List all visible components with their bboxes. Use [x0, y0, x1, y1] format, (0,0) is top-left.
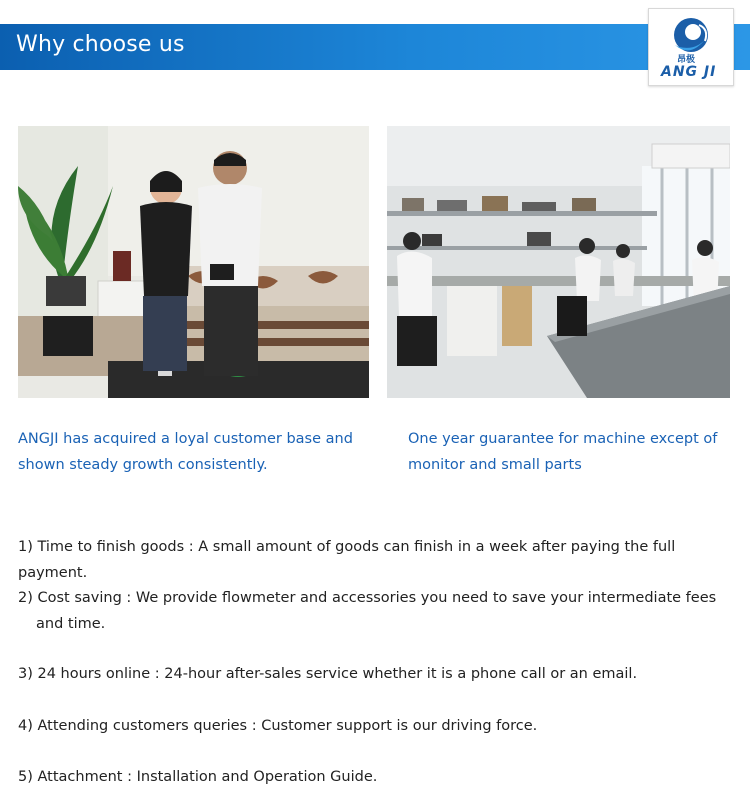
customer-visit-photo — [18, 126, 369, 398]
workshop-photo — [387, 126, 730, 398]
caption-customer-base: ANGJI has acquired a loyal customer base and shown steady growth consistently. — [18, 431, 353, 473]
list-item — [18, 661, 730, 687]
header-banner — [0, 24, 750, 70]
list-item — [18, 585, 730, 637]
point-text: 2) Cost saving : We provide flowmeter and accessories you need to save your intermediate fees — [18, 590, 717, 606]
point-text: 3) 24 hours online : 24-hour after-sales service whether it is a phone call or an email. — [18, 666, 638, 682]
point-text: 5) Attachment : Installation and Operation Guide. — [18, 769, 378, 785]
company-logo[interactable] — [648, 8, 734, 86]
list-item — [18, 713, 730, 739]
list-item — [18, 764, 730, 790]
point-text: 1) Time to finish goods : A small amount of goods can finish in a week after paying the full payment. — [18, 539, 676, 581]
logo-chinese-text: 昂极 — [677, 55, 696, 65]
point-text-continued: and time. — [36, 616, 106, 632]
logo-english-text: ANG JI — [661, 64, 717, 80]
point-text: 4) Attending customers queries : Customer support is our driving force. — [18, 718, 538, 734]
caption-guarantee: One year guarantee for machine except of monitor and small parts — [408, 431, 718, 473]
list-item — [18, 534, 730, 586]
page-title: Why choose us — [16, 32, 185, 57]
